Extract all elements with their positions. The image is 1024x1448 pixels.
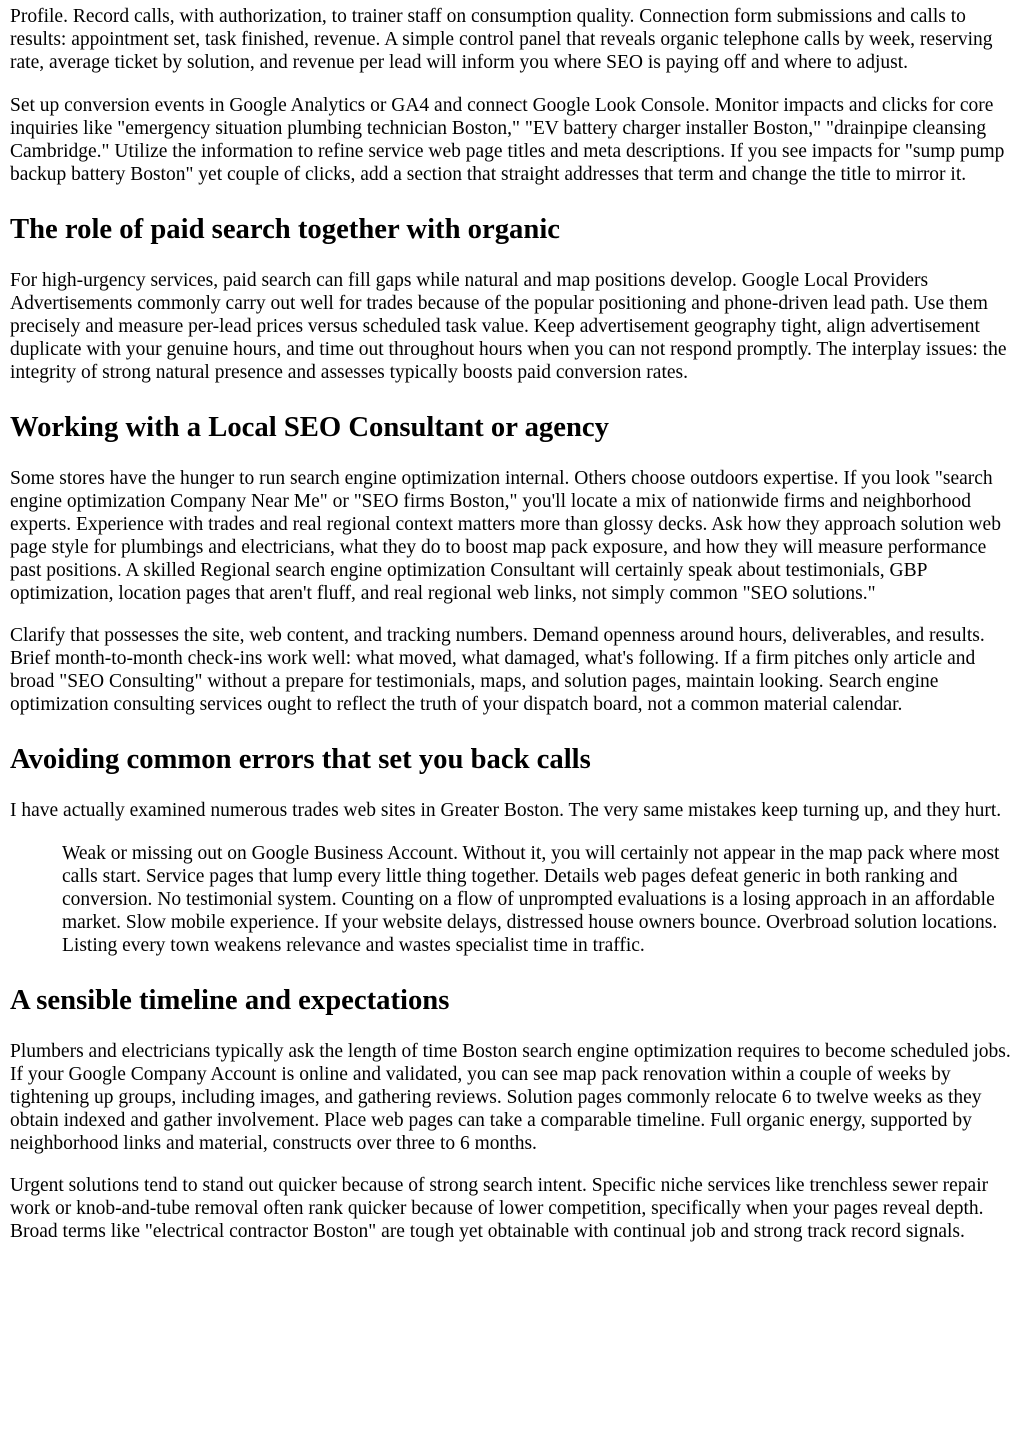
heading-timeline-expectations: A sensible timeline and expectations [10,984,450,1017]
heading-common-errors: Avoiding common errors that set you back calls [10,743,591,776]
paragraph-consultant-choice: Some stores have the hunger to run search engine optimization internal. Others choose outdoors expertise. If you look "search engine optimization Company Near Me" or "SEO firms Boston," you'll locate a mix of nationwide firms and neighborhood experts. Experience with trades and real regional context matters more than glossy decks. Ask how they approach solution web page style for plumbings and electricians, what they do to boost map pack exposure, and how they will measure performance past positions. A skilled Regional search engine optimization Consultant will certainly speak about testimonials, GBP optimization, location pages that aren't fluff, and real regional web links, not simply common "SEO solutions." [10,467,1001,604]
blockquote-common-mistakes: Weak or missing out on Google Business Account. Without it, you will certainly not appear in the map pack where most calls start. Service pages that lump every little thing together. Details web pages defeat generic in both ranking and conversion. No testimonial system. Counting on a flow of unprompted evaluations is a losing approach in an affordable market. Slow mobile experience. If your website delays, distressed house owners bounce. Overbroad solution locations. Listing every town weakens relevance and wastes specialist time in traffic. [62,842,1000,956]
article-body [10,5,1014,1243]
paragraph-mistakes-intro: I have actually examined numerous trades web sites in Greater Boston. The very same mistakes keep turning up, and they hurt. [10,800,1002,822]
heading-paid-search: The role of paid search together with organic [10,212,560,245]
paragraph-timeline: Plumbers and electricians typically ask the length of time Boston search engine optimization requires to become scheduled jobs. If your Google Company Account is online and validated, you can see map pack renovation within a couple of weeks by tightening up groups, including images, and gathering reviews. Solution pages commonly relocate 6 to twelve weeks as they obtain indexed and gather involvement. Place web pages can take a comparable timeline. Full organic energy, supported by neighborhood links and material, constructs over three to 6 months. [10,1040,1011,1154]
paragraph-profile-tracking: Profile. Record calls, with authorization, to trainer staff on consumption quality. Connection form submissions and calls to results: appointment set, task finished, revenue. A simple control panel that reveals organic telephone calls by week, reserving rate, average ticket by solution, and revenue per lead will inform you where SEO is paying off and where to adjust. [10,6,993,73]
heading-local-seo-consultant: Working with a Local SEO Consultant or agency [10,410,609,443]
paragraph-conversion-events: Set up conversion events in Google Analytics or GA4 and connect Google Look Console. Monitor impacts and clicks for core inquiries like "emergency situation plumbing technician Boston," "EV battery charger installer Boston," "drainpipe cleansing Cambridge." Utilize the information to refine service web page titles and meta descriptions. If you see impacts for "sump pump backup battery Boston" yet couple of clicks, add a section that straight addresses that term and change the title to mirror it. [10,94,1005,185]
paragraph-urgent-solutions: Urgent solutions tend to stand out quicker because of strong search intent. Specific niche services like trenchless sewer repair work or knob-and-tube removal often rank quicker because of lower competition, specifically when your pages reveal depth. Broad terms like "electrical contractor Boston" are tough yet obtainable with continual job and strong track record signals. [10,1175,989,1243]
paragraph-paid-search: For high-urgency services, paid search can fill gaps while natural and map positions develop. Google Local Providers Advertisements commonly carry out well for trades because of the popular positioning and phone-driven lead path. Use them precisely and measure per-lead prices versus scheduled task value. Keep advertisement geography tight, align advertisement duplicate with your genuine hours, and time out throughout hours when you can not respond promptly. The interplay issues: the integrity of strong natural presence and assesses typically boosts paid conversion rates. [10,269,1007,383]
paragraph-consultant-clarify: Clarify that possesses the site, web content, and tracking numbers. Demand openness around hours, deliverables, and results. Brief month-to-month check-ins work well: what moved, what damaged, what's following. If a firm pitches only article and broad "SEO Consulting" without a prepare for testimonials, maps, and solution pages, maintain looking. Search engine optimization consulting services ought to reflect the truth of your dispatch board, not a common material calendar. [10,625,985,716]
